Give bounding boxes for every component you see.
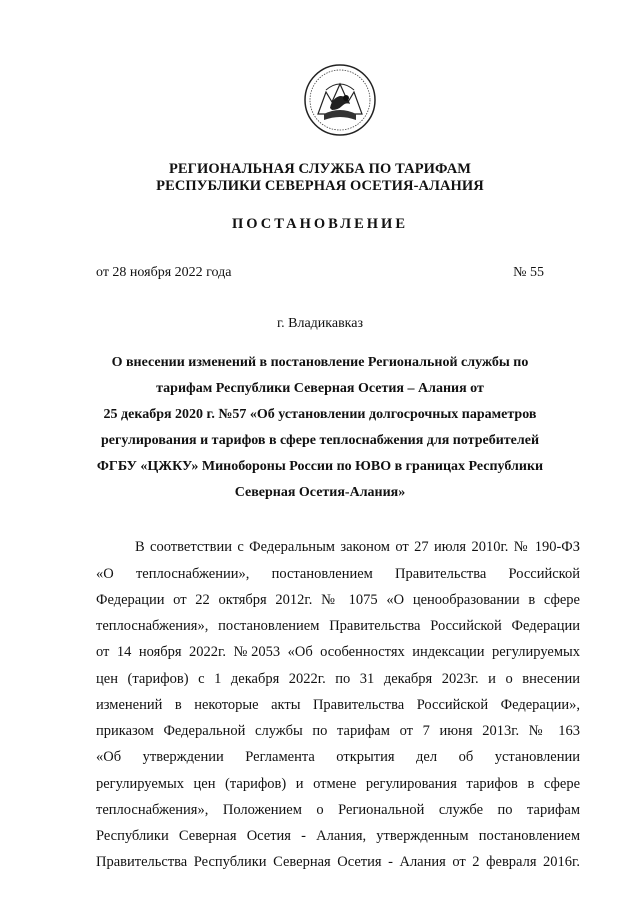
body-line: регулируемых цен (тарифов) и отмене регулирования тарифов в сфере (96, 776, 580, 792)
organization-name-line1: РЕГИОНАЛЬНАЯ СЛУЖБА ПО ТАРИФАМ (168, 161, 472, 177)
body-line: «О теплоснабжении», постановлением Правительства Российской (96, 566, 580, 582)
document-city: г. Владикавказ (276, 316, 364, 331)
body-line: «Об утверждении Регламента открытия дел об установлении (96, 749, 580, 765)
body-line: Республики Северная Осетия - Алания, утвержденным постановлением (96, 828, 580, 844)
body-line: изменений в некоторые акты Правительства Российской Федерации», (96, 697, 580, 713)
title-line: тарифам Республики Северная Осетия – Алания от (156, 381, 484, 396)
body-line: Федерации от 22 октября 2012г. № 1075 «О ценообразовании в сфере (96, 592, 580, 608)
body-line: теплоснабжения», постановлением Правительства Российской Федерации (96, 618, 580, 634)
document-date: от 28 ноября 2022 года (96, 265, 232, 280)
title-line: О внесении изменений в постановление Региональной службы по (111, 355, 529, 370)
title-line: Северная Осетия-Алания» (234, 485, 406, 500)
coat-of-arms-emblem (302, 62, 378, 138)
body-line: цен (тарифов) с 1 декабря 2022г. по 31 декабря 2023г. и о внесении (96, 671, 580, 687)
body-line: от 14 ноября 2022г. №2053 «Об особенностях индексации регулируемых (96, 644, 580, 660)
body-line: теплоснабжения», Положением о Региональной службе по тарифам (96, 802, 580, 818)
body-line: приказом Федеральной службы по тарифам от 7 июня 2013г. № 163 (96, 723, 580, 739)
body-line: Правительства Республики Северная Осетия - Алания от 2 февраля 2016г. (96, 854, 580, 870)
title-line: ФГБУ «ЦЖКУ» Минобороны России по ЮВО в границах Республики (96, 459, 544, 474)
body-line: В соответствии с Федеральным законом от 27 июля 2010г. № 190-ФЗ (135, 539, 580, 555)
title-line: регулирования и тарифов в сфере теплоснабжения для потребителей (100, 433, 540, 448)
title-line: 25 декабря 2020 г. №57 «Об установлении долгосрочных параметров (103, 407, 537, 422)
document-number: № 55 (513, 265, 544, 280)
document-type: ПОСТАНОВЛЕНИЕ (231, 216, 408, 232)
organization-name-line2: РЕСПУБЛИКИ СЕВЕРНАЯ ОСЕТИЯ-АЛАНИЯ (156, 178, 484, 194)
